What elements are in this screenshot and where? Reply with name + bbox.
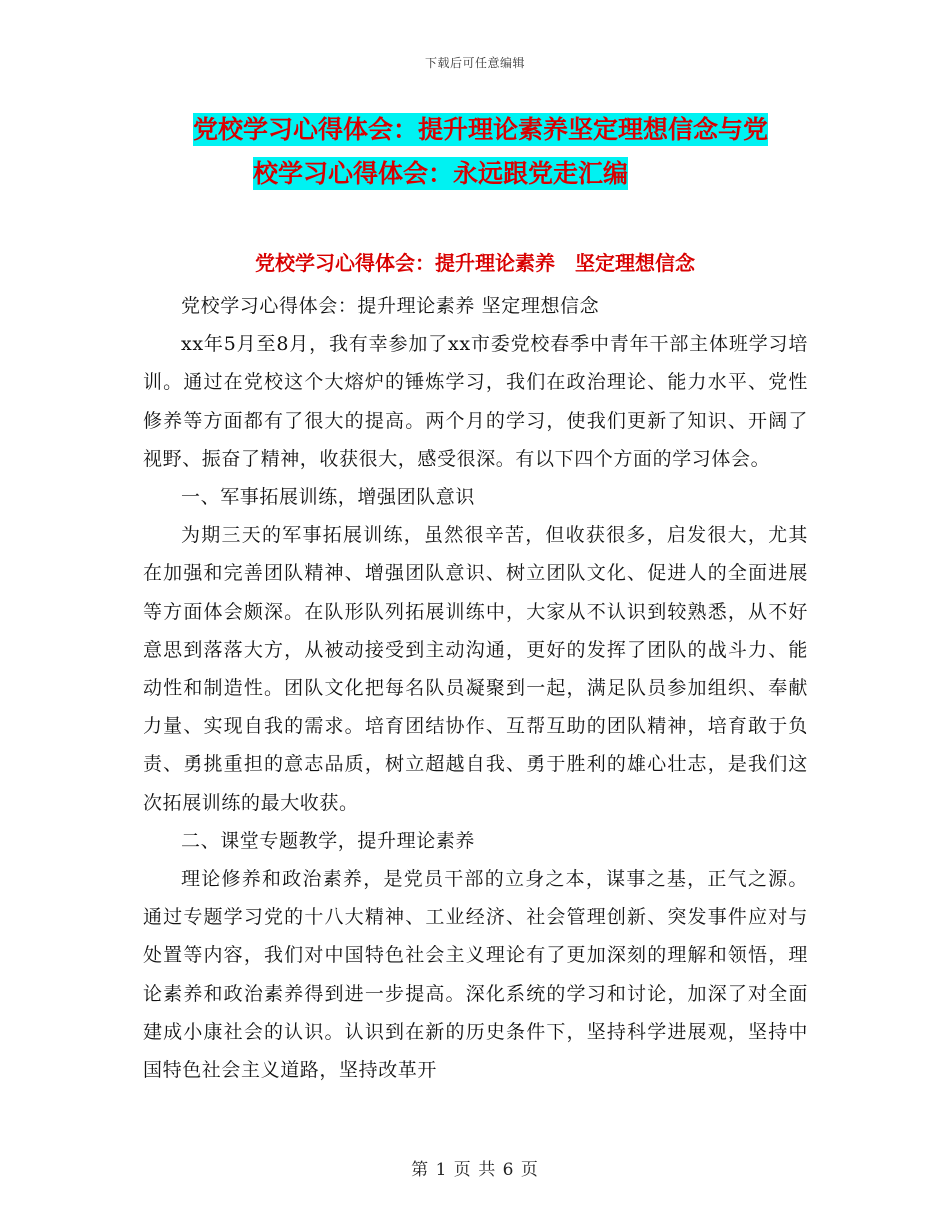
title-line-1-text: 党校学习心得体会：提升理论素养坚定理想信念与党 <box>193 115 769 144</box>
paragraph: 理论修养和政治素养，是党员干部的立身之本，谋事之基，正气之源。通过专题学习党的十八大精神、工业经济、社会管理创新、突发事件应对与处置等内容，我们对中国特色社会主义理论有了更加深刻的理解和领悟，理论素养和政治素养得到进一步提高。深化系统的学习和讨论，加深了对全面建成小康社会的认识。认识到在新的历史条件下，坚持科学进展观，坚持中国特色社会主义道路，坚持改革开 <box>143 868 808 1082</box>
paragraph: 二、课堂专题教学，提升理论素养 <box>181 829 476 852</box>
title-line-2-text: 校学习心得体会：永远跟党走汇编 <box>253 159 629 188</box>
title-line-2 <box>140 152 820 196</box>
title-line-1 <box>140 108 820 152</box>
section-heading: 党校学习心得体会：提升理论素养 坚定理想信念 <box>255 251 695 275</box>
paragraph: 为期三天的军事拓展训练，虽然很辛苦，但收获很多，启发很大，尤其在加强和完善团队精神、增强团队意识、树立团队文化、促进人的全面进展等方面体会颇深。在队形队列拓展训练中，大家从不认识到较熟悉，从不好意思到落落大方，从被动接受到主动沟通，更好的发挥了团队的战斗力、能动性和制造性。团队文化把每名队员凝聚到一起，满足队员参加组织、奉献力量、实现自我的需求。培育团结协作、互帮互助的团队精神，培育敢于负责、勇挑重担的意志品质，树立超越自我、勇于胜利的雄心壮志，是我们这次拓展训练的最大收获。 <box>143 524 808 814</box>
paragraph: 一、军事拓展训练，增强团队意识 <box>181 486 476 509</box>
body-text <box>143 287 808 1089</box>
header-note: 下载后可任意编辑 <box>424 56 525 70</box>
paragraph: 党校学习心得体会：提升理论素养 坚定理想信念 <box>181 295 600 317</box>
page-footer: 第 1 页 共 6 页 <box>411 1160 539 1180</box>
paragraph: xx年5月至8月，我有幸参加了xx市委党校春季中青年干部主体班学习培训。通过在党校这个大熔炉的锤炼学习，我们在政治理论、能力水平、党性修养等方面都有了很大的提高。两个月的学习，使我们更新了知识、开阔了视野、振奋了精神，收获很大，感受很深。有以下四个方面的学习体会。 <box>143 333 808 470</box>
document-title <box>140 108 820 196</box>
